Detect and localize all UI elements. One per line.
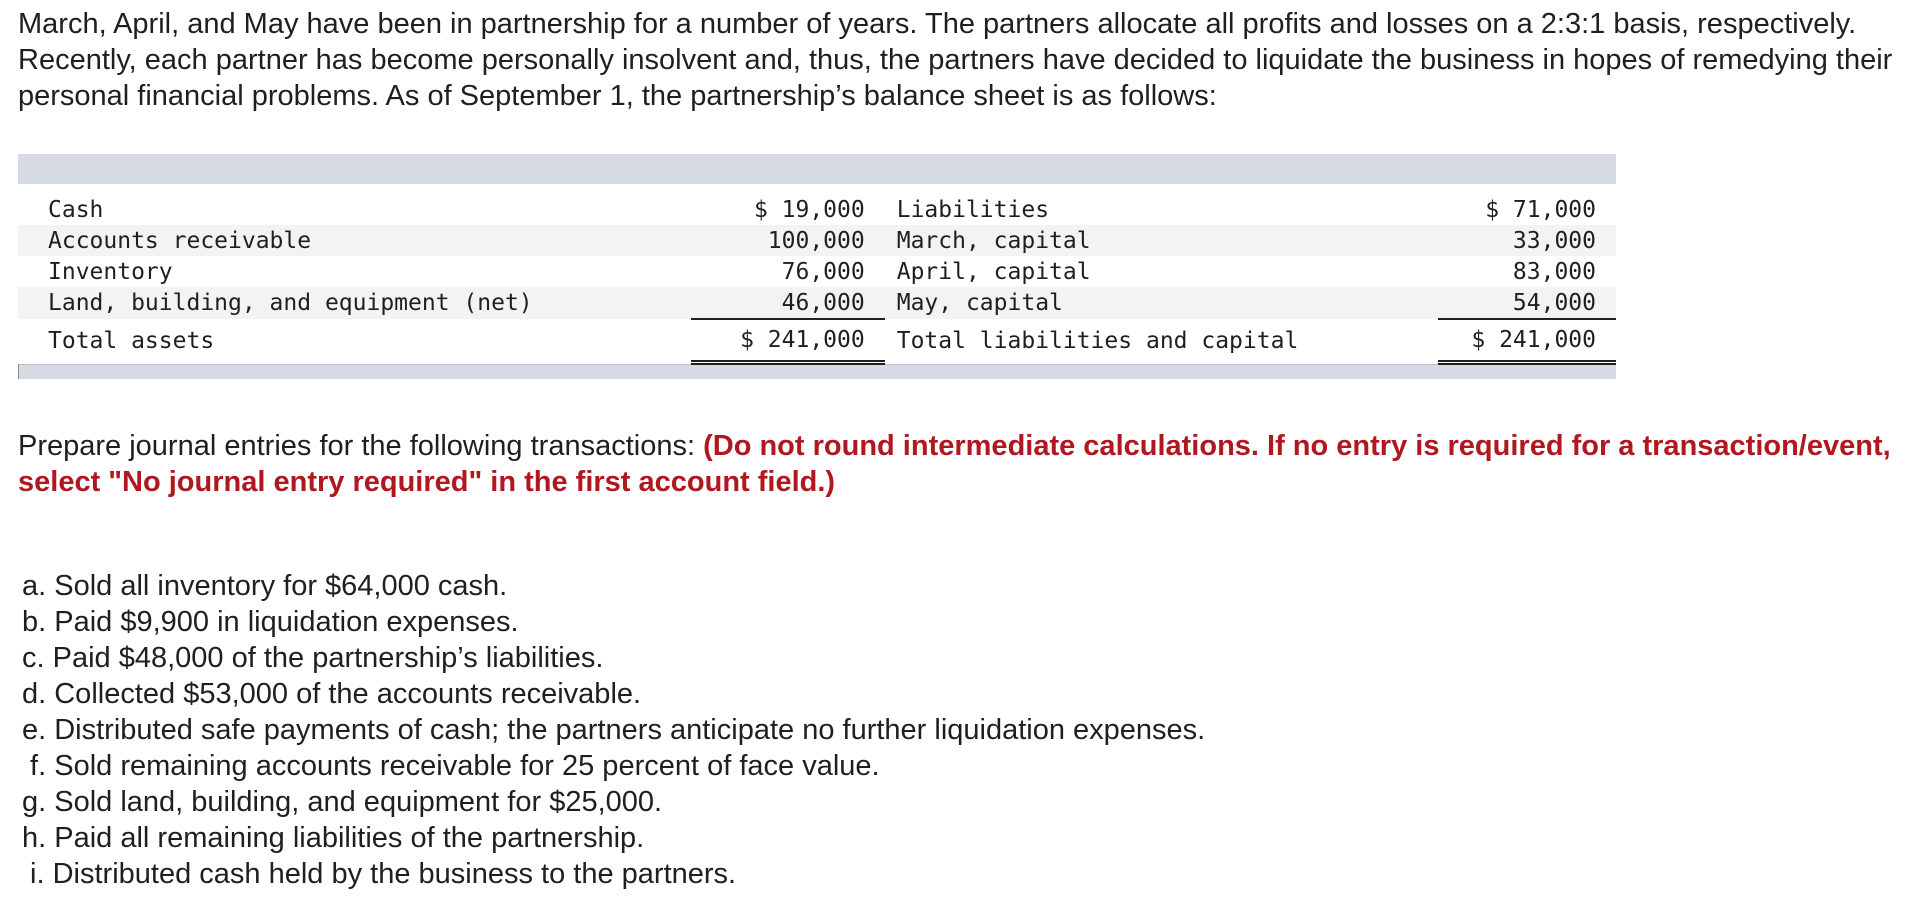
asset-label: Accounts receivable	[18, 225, 691, 256]
asset-label: Inventory	[48, 258, 173, 285]
list-item: d. Collected $53,000 of the accounts receivable.	[22, 678, 642, 710]
total-claims-amount: $ 241,000	[1438, 319, 1616, 363]
balance-sheet-header-bar	[18, 154, 1616, 184]
list-item: e. Distributed safe payments of cash; the partners anticipate no further liquidation expenses.	[22, 714, 1206, 746]
list-item: a. Sold all inventory for $64,000 cash.	[22, 570, 508, 602]
total-claims-label: Total liabilities and capital	[896, 327, 1299, 354]
claim-label: March, capital	[885, 225, 1439, 256]
total-assets-amount: $ 241,000	[691, 319, 885, 363]
asset-amount: 76,000	[781, 258, 865, 285]
balance-row	[18, 287, 1616, 319]
asset-amount: 46,000	[691, 287, 885, 319]
list-item: b. Paid $9,900 in liquidation expenses.	[22, 606, 519, 638]
transaction-list	[22, 568, 1205, 892]
list-item: h. Paid all remaining liabilities of the partnership.	[22, 822, 645, 854]
balance-sheet-table	[18, 194, 1616, 365]
list-item: f. Sold remaining accounts receivable for 25 percent of face value.	[22, 750, 880, 782]
asset-amount: 100,000	[691, 225, 885, 256]
asset-amount: $ 19,000	[753, 196, 865, 223]
list-item: g. Sold land, building, and equipment for $25,000.	[22, 786, 663, 818]
instructions-warning: (Do not round intermediate calculations. If no entry is required for a transaction/event, select "No journal entry required" in the first account field.)	[18, 430, 1891, 498]
list-item: c. Paid $48,000 of the partnership’s liabilities.	[22, 642, 604, 674]
problem-intro: March, April, and May have been in partnership for a number of years. The partners allocate all profits and losses on a 2:3:1 basis, respectively. Recently, each partner has become personally insolvent and, thus, the partners have decided to liquidate the business in hopes of remedying their personal financial problems. As of September 1, the partnership’s balance sheet is as follows:	[18, 8, 1893, 112]
claim-amount: $ 71,000	[1485, 196, 1596, 223]
balance-row	[18, 194, 1616, 225]
balance-total-row	[18, 319, 1616, 363]
asset-label: Cash	[48, 196, 104, 223]
balance-sheet-body	[18, 184, 1616, 364]
claim-amount: 83,000	[1512, 258, 1596, 285]
claim-label: Liabilities	[896, 196, 1050, 223]
balance-sheet-footer-bar	[18, 364, 1616, 379]
instructions-lead: Prepare journal entries for the following transactions:	[18, 430, 704, 462]
balance-row	[18, 225, 1616, 256]
instructions	[18, 428, 1898, 500]
asset-label: Land, building, and equipment (net)	[18, 287, 691, 319]
balance-sheet	[18, 154, 1616, 379]
claim-label: May, capital	[885, 287, 1439, 319]
claim-amount: 54,000	[1438, 287, 1616, 319]
list-item: i. Distributed cash held by the business to the partners.	[22, 858, 737, 890]
total-assets-label: Total assets	[48, 327, 215, 354]
balance-row	[18, 256, 1616, 287]
claim-label: April, capital	[896, 258, 1091, 285]
claim-amount: 33,000	[1438, 225, 1616, 256]
